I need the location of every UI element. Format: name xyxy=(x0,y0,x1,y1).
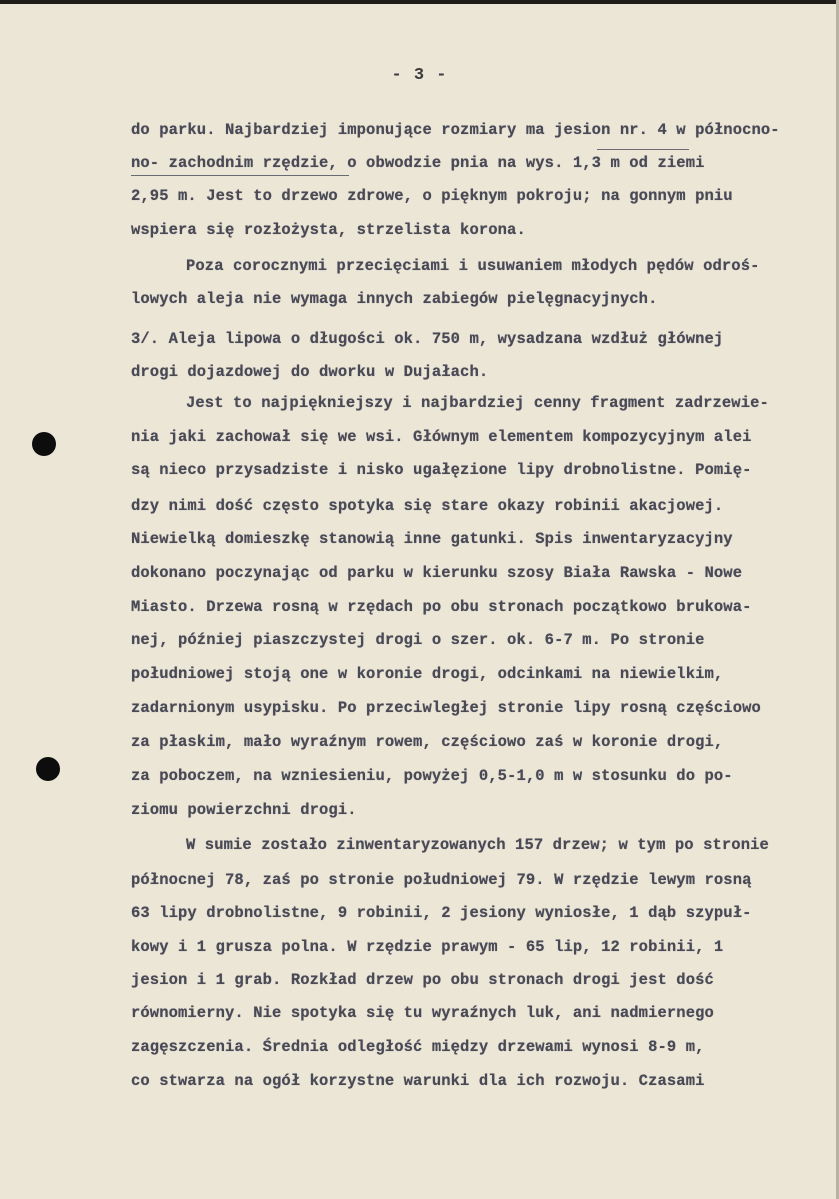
text-line: Miasto. Drzewa rosną w rzędach po obu stronach początkowo brukowa- xyxy=(131,598,752,616)
text-line: jesion i 1 grab. Rozkład drzew po obu stronach drogi jest dość xyxy=(131,971,714,989)
text-line: 63 lipy drobnolistne, 9 robinii, 2 jesiony wyniosłe, 1 dąb szypuł- xyxy=(131,904,752,922)
text-line: 3/. Aleja lipowa o długości ok. 750 m, wysadzana wzdłuż głównej xyxy=(131,330,724,348)
text-line: do parku. Najbardziej imponujące rozmiary ma jesion nr. 4 w północno- xyxy=(131,121,780,139)
punch-hole xyxy=(32,432,56,456)
text-line: Jest to najpiękniejszy i najbardziej cenny fragment zadrzewie- xyxy=(186,394,769,412)
text-line: nia jaki zachował się we wsi. Głównym elementem kompozycyjnym alei xyxy=(131,428,752,446)
text-line: dzy nimi dość często spotyka się stare okazy robinii akacjowej. xyxy=(131,497,724,515)
scan-top-edge xyxy=(0,0,839,4)
text-line: Niewielką domieszkę stanowią inne gatunki. Spis inwentaryzacyjny xyxy=(131,530,733,548)
text-line: wspiera się rozłożysta, strzelista korona. xyxy=(131,221,526,239)
text-line: nej, później piaszczystej drogi o szer. ok. 6-7 m. Po stronie xyxy=(131,631,705,649)
text-line: ziomu powierzchni drogi. xyxy=(131,801,357,819)
handwritten-underline xyxy=(597,149,689,150)
text-line: lowych aleja nie wymaga innych zabiegów pielęgnacyjnych. xyxy=(131,290,658,308)
text-line: no- zachodnim rzędzie, o obwodzie pnia na wys. 1,3 m od ziemi xyxy=(131,154,705,172)
text-line: równomierny. Nie spotyka się tu wyraźnych luk, ani nadmiernego xyxy=(131,1004,714,1022)
handwritten-underline xyxy=(131,175,349,176)
punch-hole xyxy=(36,757,60,781)
text-line: Poza corocznymi przecięciami i usuwaniem młodych pędów odroś- xyxy=(186,257,760,275)
text-line: kowy i 1 grusza polna. W rzędzie prawym - 65 lip, 12 robinii, 1 xyxy=(131,938,724,956)
text-line: zagęszczenia. Średnia odległość między drzewami wynosi 8-9 m, xyxy=(131,1038,705,1056)
text-line: za poboczem, na wzniesieniu, powyżej 0,5-1,0 m w stosunku do po- xyxy=(131,767,733,785)
text-line: są nieco przysadziste i nisko ugałęzione lipy drobnolistne. Pomię- xyxy=(131,461,752,479)
text-line: północnej 78, zaś po stronie południowej 79. W rzędzie lewym rosną xyxy=(131,871,752,889)
text-line: 2,95 m. Jest to drzewo zdrowe, o pięknym pokroju; na gonnym pniu xyxy=(131,187,733,205)
text-line: zadarnionym usypisku. Po przeciwległej stronie lipy rosną częściowo xyxy=(131,699,761,717)
page-number: - 3 - xyxy=(391,66,448,85)
text-line: drogi dojazdowej do dworku w Dujałach. xyxy=(131,363,489,381)
text-line: za płaskim, mało wyraźnym rowem, częściowo zaś w koronie drogi, xyxy=(131,733,724,751)
text-line: dokonano poczynając od parku w kierunku szosy Biała Rawska - Nowe xyxy=(131,564,743,582)
text-line: W sumie zostało zinwentaryzowanych 157 drzew; w tym po stronie xyxy=(186,836,769,854)
text-line: południowej stoją one w koronie drogi, odcinkami na niewielkim, xyxy=(131,665,724,683)
text-line: co stwarza na ogół korzystne warunki dla ich rozwoju. Czasami xyxy=(131,1072,705,1090)
